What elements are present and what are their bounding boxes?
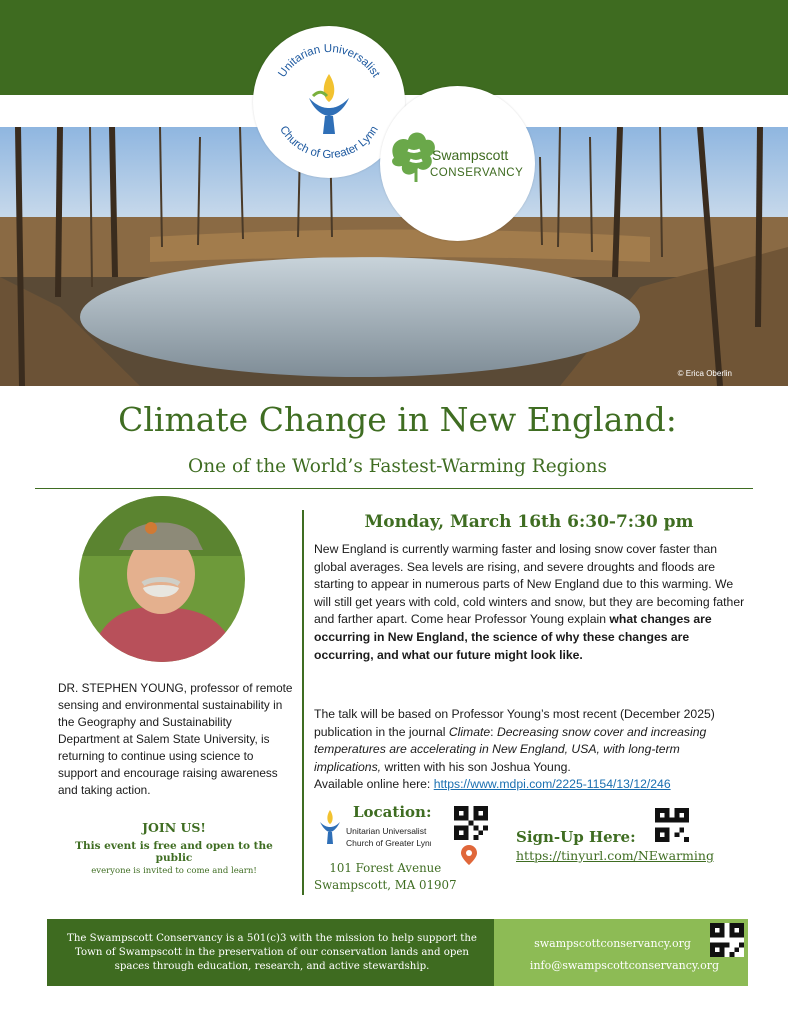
- event-date-time: Monday, March 16th 6:30-7:30 pm: [364, 512, 694, 532]
- svg-text:Swampscott: Swampscott: [432, 147, 509, 163]
- map-pin-icon: [461, 845, 477, 865]
- email-link[interactable]: info@swampscottconservancy.org: [529, 959, 720, 972]
- available-label: Available online here:: [314, 777, 434, 792]
- qr-code-icon[interactable]: [655, 808, 689, 842]
- svg-text:Unitarian Universalist: Unitarian Universalist: [276, 42, 382, 80]
- address-city: Swampscott, MA 01907: [314, 878, 457, 892]
- address-street: 101 Forest Avenue: [329, 861, 442, 875]
- talk-tail: written with his son Joshua Young.: [381, 759, 571, 774]
- mission-statement: The Swampscott Conservancy is a 501(c)3 with the mission to help support the Town of Swampscott in the preservation of our conservation lands and open spaces through education, research, and active stewardship.: [67, 933, 477, 972]
- website-link[interactable]: swampscottconservancy.org: [534, 937, 691, 950]
- join-line-invite: everyone is invited to come and learn!: [91, 866, 257, 876]
- swampscott-conservancy-logo: [380, 86, 535, 241]
- event-subtitle: One of the World’s Fastest-Warming Regions: [188, 456, 607, 477]
- speaker-portrait: [79, 496, 245, 662]
- signup-link[interactable]: https://tinyurl.com/NEwarming: [516, 848, 714, 863]
- speaker-bio: DR. STEPHEN YOUNG, professor of remote sensing and environmental sustainability in the Geography and Sustainability Department at Salem State University, is returning to continue using science to support and encourage raising awareness and taking action.: [58, 681, 293, 797]
- qr-code-icon[interactable]: [710, 923, 744, 957]
- svg-text:Unitarian Universalist: Unitarian Universalist: [346, 826, 427, 836]
- event-title: Climate Change in New England:: [118, 400, 677, 439]
- description-text: New England is currently warming faster and losing snow cover faster than global averages. Sea levels are rising, and severe droughts and floods are starting to appear in numerous parts of New England due to this warming. We will still get years with cold, cold winters and snow, but they are becoming father and farther apart. Come hear Professor Young explain: [314, 542, 745, 627]
- signup-heading: Sign-Up Here:: [516, 828, 636, 846]
- paper-title: Decreasing snow cover and increasing temperatures are accelerating in New England, USA, with long-term implications,: [314, 724, 707, 774]
- location-heading: Location:: [353, 803, 432, 821]
- location-address: [314, 860, 457, 894]
- description-highlight: what changes are occurring in New England, the science of why these changes are occurring, and what our future might look like.: [314, 612, 712, 662]
- join-line-free: This event is free and open to the public: [75, 840, 273, 864]
- svg-text:Church of Greater Lynn: Church of Greater Lynn: [346, 838, 431, 848]
- join-heading: JOIN US!: [142, 820, 206, 835]
- journal-name: Climate: [448, 724, 491, 739]
- svg-text:CONSERVANCY: CONSERVANCY: [430, 167, 524, 179]
- paper-link[interactable]: https://www.mdpi.com/2225-1154/13/12/246: [433, 777, 671, 792]
- event-description: [314, 541, 746, 664]
- location-uu-logo: [316, 804, 431, 854]
- talk-details: The talk will be based on Professor Young’s most recent (December 2025) publication in the journal Climate: Decreasing snow cover and increasing temperatures are accelerating in New England, USA, with long-term implications, written with his son Joshua Young. Available online here: https://www.mdpi.com/2225-1154/13/12/246: [314, 707, 715, 792]
- leaf-logo-icon: [380, 86, 535, 241]
- qr-code-icon[interactable]: [454, 806, 488, 840]
- photo-credit: © Erica Oberlin: [677, 369, 732, 378]
- column-divider: [302, 510, 304, 895]
- join-us-block: [58, 820, 290, 876]
- title-divider: [35, 488, 753, 489]
- svg-text:Church of Greater Lynn: Church of Greater Lynn: [277, 123, 381, 162]
- talk-intro: The talk will be based on Professor Young’s most recent (December 2025) publication in the journal: [314, 707, 715, 739]
